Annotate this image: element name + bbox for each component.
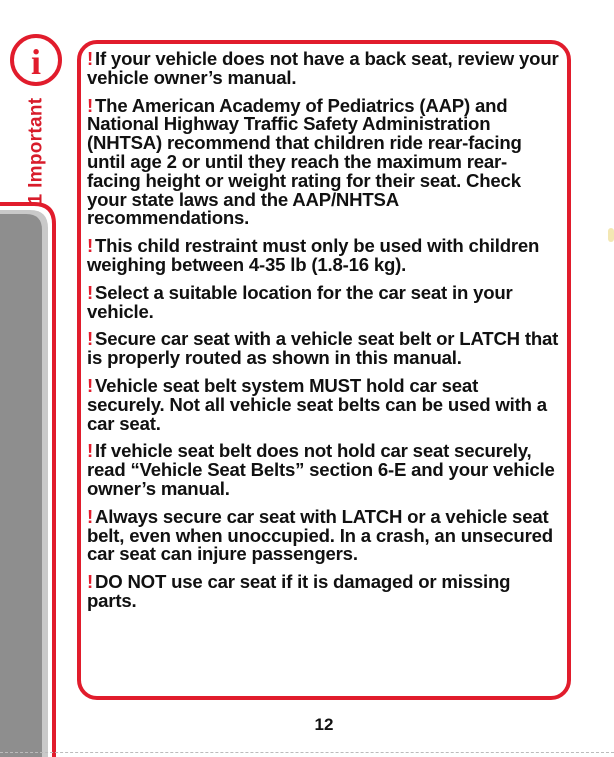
warning-mark: ! <box>87 94 93 116</box>
warning-mark: ! <box>87 281 93 303</box>
warning-text: This child restraint must only be used with children weighing between 4-35 lb (1.8-16 kg). <box>87 235 540 275</box>
section-label-text: 1 Important <box>25 97 47 205</box>
warning-box <box>77 40 571 700</box>
warning-text: Select a suitable location for the car seat in your vehicle. <box>87 281 513 322</box>
warning-mark: ! <box>87 505 93 527</box>
section-side-tab <box>0 0 72 757</box>
edge-tab-mark <box>608 228 614 242</box>
warning-mark: ! <box>87 571 93 593</box>
section-label <box>4 96 68 206</box>
warning-text: Vehicle seat belt system MUST hold car seat securely. Not all vehicle seat belts can be used with a car seat. <box>87 374 547 434</box>
info-icon-letter: i <box>30 42 42 82</box>
warning-item <box>87 94 559 229</box>
warning-item <box>87 374 559 434</box>
warning-text: The American Academy of Pediatrics (AAP) and National Highway Traffic Safety Administration (NHTSA) recommend that children ride rear-facing until age 2 or until they reach the maximum rear-facing height or weight rating for their seat. Check your state laws and the AAP/NHTSA recommendations. <box>87 94 522 229</box>
warning-text: If vehicle seat belt does not hold car seat securely, read “Vehicle Seat Belts” section 6-E and your vehicle owner’s manual. <box>87 440 555 499</box>
warning-mark: ! <box>87 374 93 396</box>
warning-item <box>87 237 559 275</box>
warning-text: Always secure car seat with LATCH or a vehicle seat belt, even when unoccupied. In a crash, an unsecured car seat can injure passengers. <box>87 505 553 565</box>
warning-text: If your vehicle does not have a back seat, review your vehicle owner’s manual. <box>87 48 559 88</box>
page-number: 12 <box>314 715 334 734</box>
warning-item <box>87 442 559 498</box>
warning-mark: ! <box>87 235 93 257</box>
warning-item <box>87 505 559 565</box>
warning-mark: ! <box>87 440 93 462</box>
warning-mark: ! <box>87 328 93 350</box>
warning-item <box>87 281 559 322</box>
warning-text: Secure car seat with a vehicle seat belt or LATCH that is properly routed as shown in this manual. <box>87 328 559 369</box>
warning-item <box>87 50 559 88</box>
warning-item <box>87 573 559 611</box>
warning-mark: ! <box>87 48 93 69</box>
warning-text: DO NOT use car seat if it is damaged or missing parts. <box>87 571 511 611</box>
info-icon <box>10 34 62 86</box>
footer-divider <box>0 752 614 753</box>
warning-item <box>87 330 559 368</box>
